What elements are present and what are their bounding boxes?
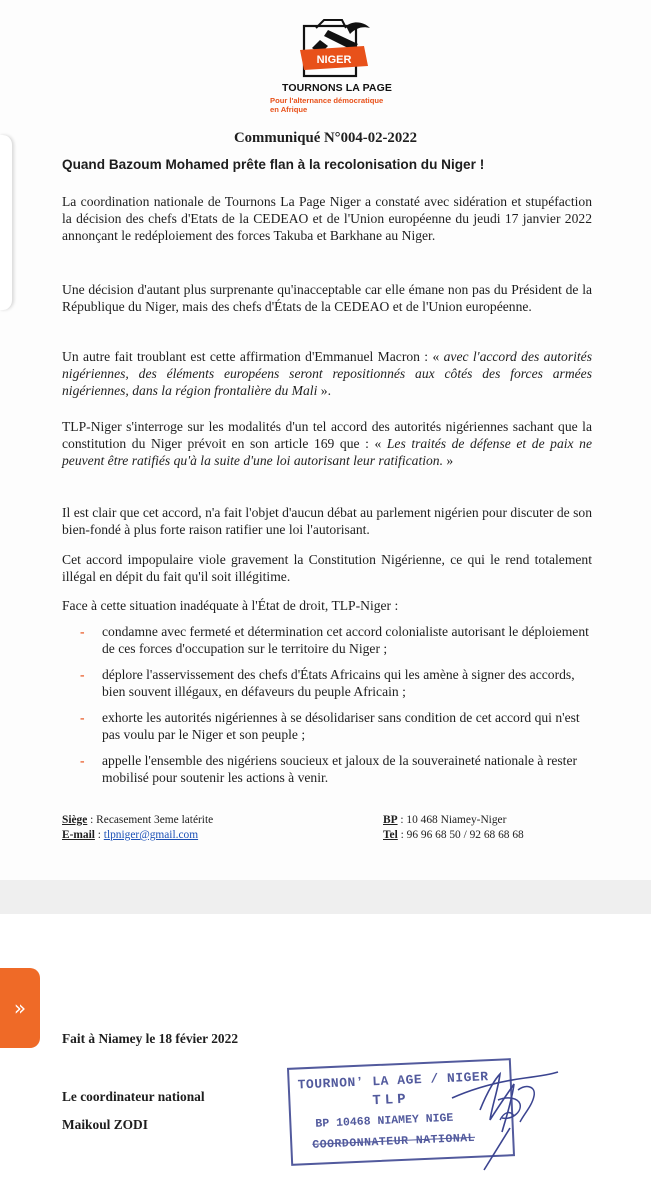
list-item-text: déplore l'asservissement des chefs d'États Africains qui les amène à signer des accords, bien souvent illégaux, en défaveurs du peuple Africain ; <box>102 667 575 699</box>
tel-label: Tel <box>383 829 398 841</box>
logo-title: TOURNONS LA PAGE <box>282 82 392 94</box>
list-item <box>80 709 592 743</box>
logo-subtitle-line: en Afrique <box>270 104 308 114</box>
list-item-text: condamne avec fermeté et détermination cet accord colonialiste autorisant le déploiement de ces forces d'occupation sur le territoire du Niger ; <box>102 624 589 656</box>
paragraph-2 <box>62 281 592 315</box>
email-separator: : <box>94 829 104 841</box>
ballot-box-logo-icon <box>298 18 374 80</box>
bullet-dash: - <box>80 753 85 768</box>
logo-subtitle <box>270 97 410 114</box>
siege-value: : Recasement 3eme latérite <box>87 814 214 826</box>
bp-label: BP <box>383 814 398 826</box>
paragraph-7 <box>62 597 592 614</box>
paragraph-text: Cet accord impopulaire viole gravement la Constitution Nigérienne, ce qui le rend totalement illégal en dépit du fait qu'il soit illégitime. <box>62 552 592 584</box>
communique-number: Communiqué N°004-02-2022 <box>233 130 418 146</box>
left-margin-handle <box>0 135 13 310</box>
stamp-line-1: TOURNONʼ LA AGE / NIGER <box>297 1069 489 1093</box>
paragraph-3 <box>62 348 592 399</box>
tel-value: : 96 96 68 50 / 92 68 68 68 <box>397 829 524 841</box>
paragraph-text: ». <box>317 383 331 398</box>
coordinator-name: Maikoul ZODI <box>62 1117 148 1132</box>
constitution-quote: Les traités de défense et de paix ne peuvent être ratifiés qu'à la suite d'une loi autorisant leur ratification. <box>62 436 592 468</box>
paragraph-4 <box>62 418 592 469</box>
logo-badge-text: NIGER <box>316 54 352 66</box>
list-item <box>80 666 592 700</box>
paragraph-1 <box>62 193 592 244</box>
paragraph-text: Face à cette situation inadéquate à l'État de droit, TLP-Niger : <box>62 598 399 613</box>
stamp-line-4: COORDONNATEUR NATIONAL <box>312 1131 476 1152</box>
paragraph-text: » <box>443 453 454 468</box>
headline: Quand Bazoum Mohamed prête flan à la recolonisation du Niger ! <box>62 157 485 172</box>
paragraph-text: TLP-Niger s'interroge sur les modalités d'un tel accord des autorités nigériennes sachant que la constitution du Niger prévoit en son article 169 que : « <box>62 419 592 451</box>
bullet-dash: - <box>80 710 85 725</box>
handwritten-signature <box>440 1060 570 1175</box>
siege-line <box>62 813 213 828</box>
bp-value: : 10 468 Niamey-Niger <box>397 814 507 826</box>
expand-panel-tab[interactable] <box>0 968 40 1048</box>
bullet-list <box>80 623 592 795</box>
bullet-dash: - <box>80 624 85 639</box>
tlp-logo <box>262 18 412 124</box>
paragraph-text: La coordination nationale de Tournons La Page Niger a constaté avec sidération et stupéfaction la décision des chefs d'Etats de la CEDEAO et de l'Union européenne du jeudi 17 janvier 2022 annonçant le redéploiement des forces Takuba et Barkhane au Niger. <box>62 194 592 243</box>
logo-subtitle-line: Pour l'alternance démocratique <box>270 96 384 105</box>
footer-right <box>383 813 524 843</box>
list-item-text: appelle l'ensemble des nigériens soucieux et jaloux de la souveraineté nationale à rester mobilisé pour soutenir les actions à venir. <box>102 753 578 785</box>
stamp-line-3: BP 10468 NIAMEY NIGE <box>315 1111 454 1131</box>
tel-line <box>383 828 524 843</box>
paragraph-5 <box>62 504 592 538</box>
stamp-line-2: TLP <box>372 1091 411 1110</box>
double-chevron-right-icon: » <box>13 996 27 1020</box>
coordinator-title: Le coordinateur national <box>62 1089 205 1104</box>
siege-label: Siège <box>62 814 88 826</box>
list-item-text: exhorte les autorités nigériennes à se désolidariser sans condition de cet accord qui n'est pas voulu par le Niger et son peuple ; <box>102 710 580 742</box>
paragraph-text: Un autre fait troublant est cette affirmation d'Emmanuel Macron : « <box>62 349 444 364</box>
macron-quote: avec l'accord des autorités nigériennes, des éléments européens seront repositionnés aux côtés des forces armées nigériennes, dans la région frontalière du Mali <box>62 349 592 398</box>
made-at-date: Fait à Niamey le 18 févier 2022 <box>62 1031 239 1046</box>
paragraph-text: Il est clair que cet accord, n'a fait l'objet d'aucun débat au parlement nigérien pour discuter de son bien-fondé à plus forte raison ratifier une loi l'autorisant. <box>62 505 592 537</box>
bp-line <box>383 813 524 828</box>
paragraph-6 <box>62 551 592 585</box>
email-line <box>62 828 213 843</box>
paragraph-text: Une décision d'autant plus surprenante qu'inacceptable car elle émane non pas du Président de la République du Niger, mais des chefs d'États de la CEDEAO et de l'Union européenne. <box>62 282 592 314</box>
email-link[interactable]: tlpniger@gmail.com <box>103 829 199 841</box>
list-item <box>80 752 592 786</box>
bullet-dash: - <box>80 667 85 682</box>
list-item <box>80 623 592 657</box>
page-gap <box>0 880 651 914</box>
email-label: E-mail <box>62 829 95 841</box>
footer-left <box>62 813 213 843</box>
